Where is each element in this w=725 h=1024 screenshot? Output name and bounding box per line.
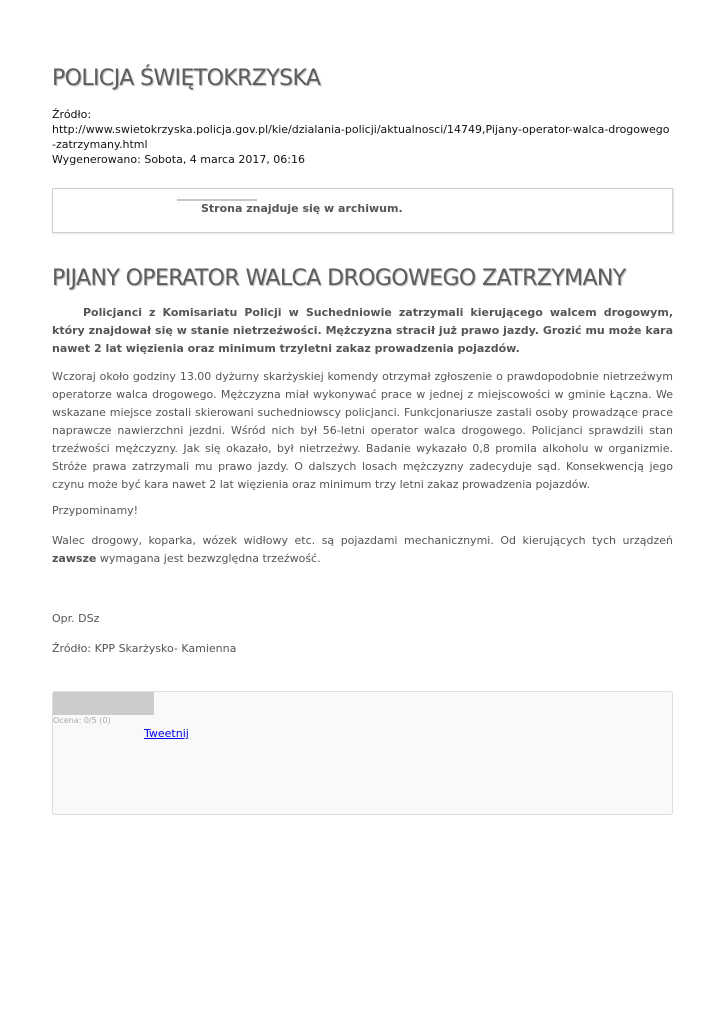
article-reminder: Przypominamy! xyxy=(52,504,139,517)
source-url: http://www.swietokrzyska.policja.gov.pl/kie/dzialania-policji/aktualnosci/14749,Pijany-operator-walca-drogowego-zatrzymany.html xyxy=(52,123,670,151)
rating-text: Ocena: 0/5 (0) xyxy=(53,716,111,725)
rating-stars-bar[interactable] xyxy=(53,692,154,715)
article-paragraph xyxy=(52,532,673,568)
article-paragraph: Wczoraj około godziny 13.00 dyżurny skarżyskiej komendy otrzymał zgłoszenie o prawdopodobnie nietrzeźwym operatorze walca drogowego. Mężczyzna miał wykonywać prace w jednej z miejscowości w gminie Łączna. We wskazane miejsce zostali skierowani suchedniowscy policjanci. Funkcjonariusze zastali osoby prowadzące prace naprawcze nawierzchni jezdni. Wśród nich był 56-letni operator walca drogowego. Policjanci sprawdzili stan trzeźwości mężczyzny. Jak się okazało, był nietrzeźwy. Badanie wykazało 0,8 promila alkoholu w organizmie. Stróże prawa zatrzymali mu prawo jazdy. O dalszych losach mężczyzny zadecyduje sąd. Konsekwencją jego czynu może być kara nawet 2 lat więzienia oraz minimum trzy letni zakaz prowadzenia pojazdów. xyxy=(52,370,673,491)
source-label: Źródło: xyxy=(52,108,92,121)
generated-date: Wygenerowano: Sobota, 4 marca 2017, 06:16 xyxy=(52,153,306,166)
archive-divider xyxy=(177,199,257,201)
tweet-link[interactable]: Tweetnij xyxy=(144,727,189,740)
archive-notice: Strona znajduje się w archiwum. xyxy=(201,202,403,215)
article-author: Opr. DSz xyxy=(52,612,100,625)
source-meta xyxy=(52,107,673,167)
archive-notice-box xyxy=(52,188,673,233)
site-title: POLICJA ŚWIĘTOKRZYSKA xyxy=(52,66,321,91)
rating-box xyxy=(52,691,673,815)
article-source: Źródło: KPP Skarżysko- Kamienna xyxy=(52,642,237,655)
paragraph-text: Walec drogowy, koparka, wózek widłowy etc. są pojazdami mechanicznymi. Od kierujących tych urządzeń xyxy=(52,534,673,547)
paragraph-text: wymagana jest bezwzględna trzeźwość. xyxy=(96,552,321,565)
article-title: PIJANY OPERATOR WALCA DROGOWEGO ZATRZYMANY xyxy=(52,266,626,291)
paragraph-emphasis: zawsze xyxy=(52,552,97,565)
article-lead: Policjanci z Komisariatu Policji w Suchedniowie zatrzymali kierującego walcem drogowym, który znajdował się w stanie nietrzeźwości. Mężczyzna stracił już prawo jazdy. Grozić mu może kara nawet 2 lat więzienia oraz minimum trzyletni zakaz prowadzenia pojazdów. xyxy=(52,306,673,355)
